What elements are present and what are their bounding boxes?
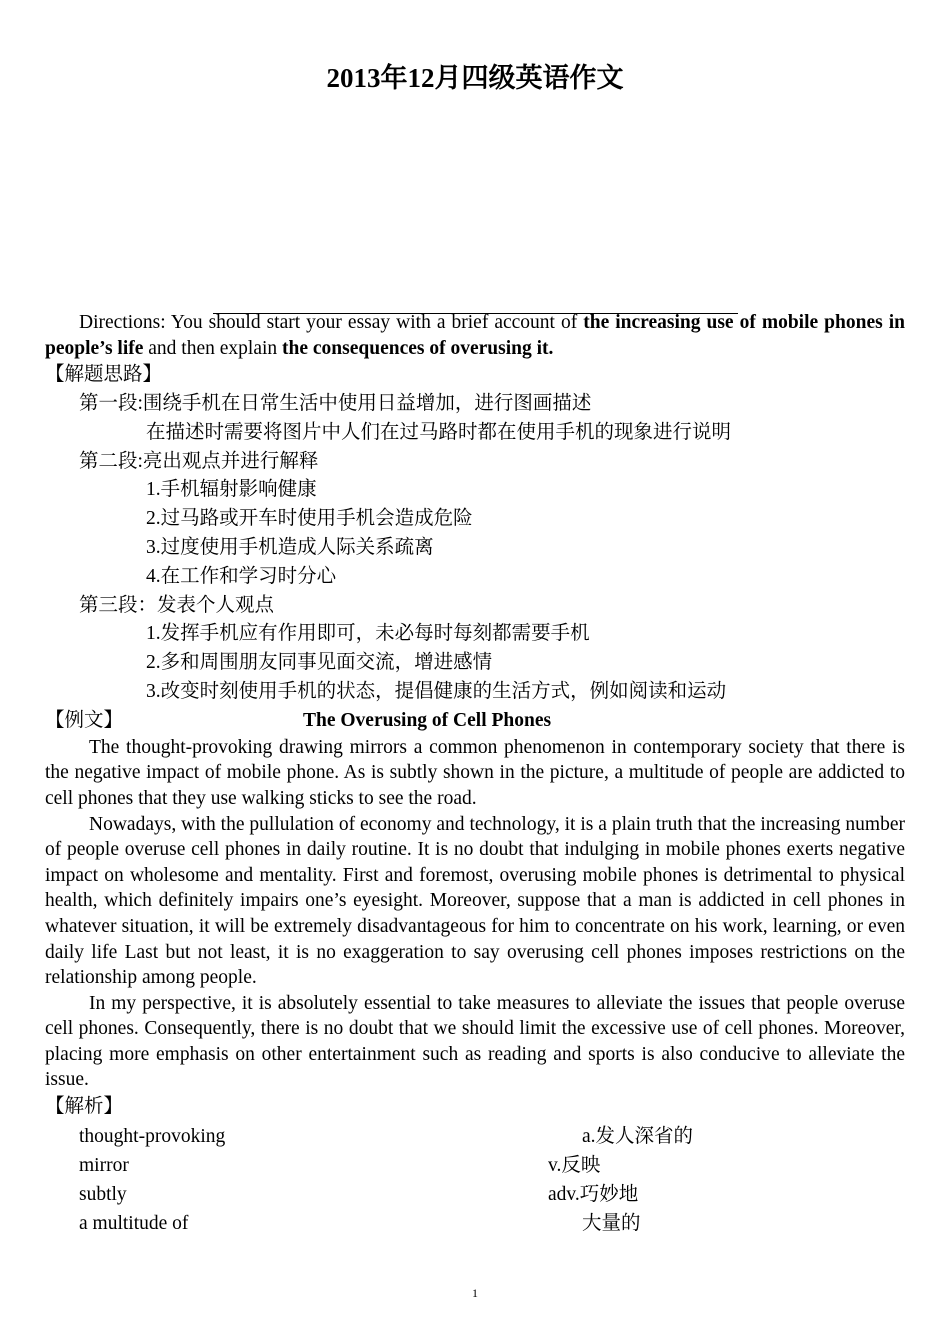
analysis-heading: 【解题思路】: [45, 364, 163, 386]
essay-paragraph: Nowadays, with the pullulation of economy and technology, it is a plain truth that the increasing number of people overuse cell phones in daily routine. It is no doubt that indulging in mobile phones exerts negative impact on wholesome and mentality. First and foremost, overusing mobile phones is detrimental to physical health, which definitely impairs one’s eyesight. Moreover, suppose that a man is addicted in cell phones in whatever situation, it will be extremely disadvantageous for him to concentrate on his work, learning, or even daily life Last but not least, it is no exaggeration to say overusing cell phones imposes restrictions on the relationship among people.: [45, 813, 905, 989]
para1-detail: 在描述时需要将图片中人们在过马路时都在使用手机的现象进行说明: [146, 421, 732, 443]
para3-point: 3.改变时刻使用手机的状态，提倡健康的生活方式，例如阅读和运动: [146, 680, 727, 702]
vocab-row: [45, 1151, 905, 1180]
para1-label: 第一段:围绕手机在日常生活中使用日益增加，进行图画描述: [79, 392, 592, 414]
directions-bold-topic: the increasing use of mobile phones in people’s life: [45, 312, 905, 359]
para2-point: 2.过马路或开车时使用手机会造成危险: [146, 508, 473, 530]
para3-point: 1.发挥手机应有作用即可，未必每时每刻都需要手机: [146, 623, 590, 645]
essay-paragraph: In my perspective, it is absolutely essential to take measures to alleviate the issues that people overuse cell phones. Consequently, there is no doubt that we should limit the excessive use of cell phones. Moreover, placing more emphasis on other entertainment such as reading and sports is also conducive to alleviate the issue.: [45, 992, 905, 1091]
directions: [45, 310, 905, 361]
para3-label: 第三段：发表个人观点: [79, 594, 275, 616]
directions-lead: Directions: You should start your essay with a brief account of: [79, 312, 584, 333]
sample-heading: 【例文】: [45, 709, 124, 731]
directions-mid: and then explain: [143, 337, 283, 359]
parse-heading: 【解析】: [45, 1096, 124, 1118]
document-body: [45, 310, 905, 1238]
vocab-definition: a.发人深省的: [582, 1125, 694, 1147]
para2-point: 3.过度使用手机造成人际关系疏离: [146, 536, 434, 558]
essay-paragraph: The thought-provoking drawing mirrors a common phenomenon in contemporary society that there is the negative impact of mobile phone. As is subtly shown in the picture, a multitude of people are addicted to cell phones that they use walking sticks to see the road.: [45, 736, 905, 809]
vocab-term: a multitude of: [79, 1212, 189, 1234]
directions-bold-consequences: the consequences of overusing it.: [282, 337, 554, 359]
vocab-definition: v.反映: [548, 1154, 601, 1176]
page-title: 2013年12月四级英语作文: [326, 63, 624, 93]
essay-title: The Overusing of Cell Phones: [303, 709, 552, 731]
vocab-row: [45, 1180, 905, 1209]
vocab-row: [45, 1122, 905, 1151]
vocab-term: subtly: [79, 1183, 127, 1205]
vocab-row: [45, 1209, 905, 1238]
para2-label: 第二段:亮出观点并进行解释: [79, 450, 319, 472]
page-number: 1: [472, 1286, 478, 1300]
para2-point: 1.手机辐射影响健康: [146, 479, 317, 501]
sample-heading-row: [45, 707, 905, 735]
para2-point: 4.在工作和学习时分心: [146, 565, 337, 587]
vocab-definition: adv.巧妙地: [548, 1183, 639, 1205]
vocab-term: mirror: [79, 1154, 129, 1176]
vocab-term: thought-provoking: [79, 1125, 226, 1147]
vocab-definition: 大量的: [582, 1212, 641, 1234]
para3-point: 2.多和周围朋友同事见面交流，增进感情: [146, 652, 493, 674]
